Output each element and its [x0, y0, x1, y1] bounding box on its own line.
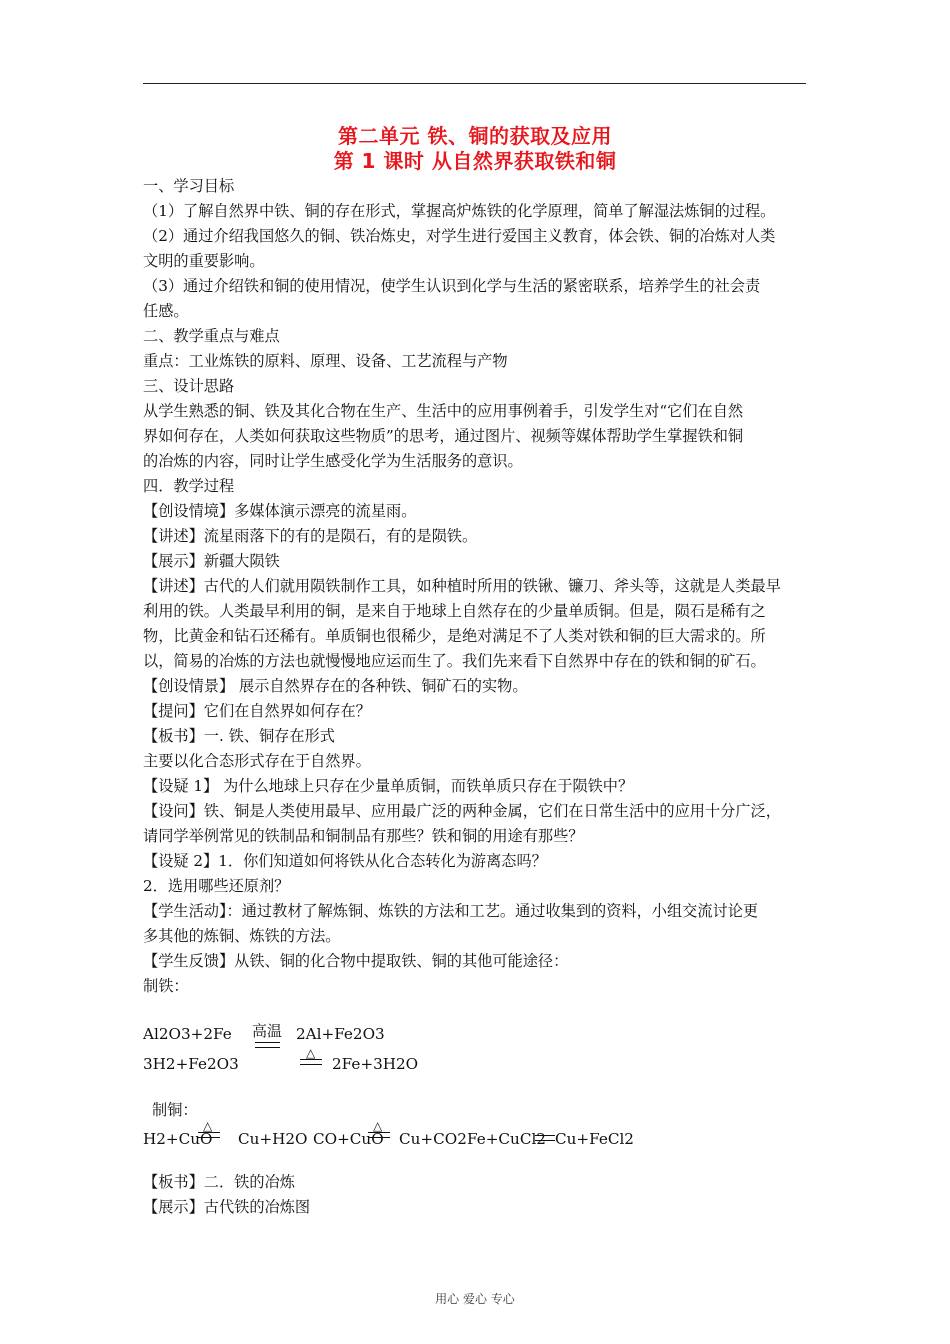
cu-eq3-products: Cu+FeCl2 — [555, 1130, 634, 1148]
body-line: 利用的铁。人类最早利用的铜，是来自于地球上自然存在的少量单质铜。但是，陨石是稀有之 — [143, 602, 766, 620]
body-line: （1）了解自然界中铁、铜的存在形式，掌握高炉炼铁的化学原理，简单了解湿法炼铜的过程。 — [143, 202, 776, 220]
body-line: 【设疑 2】1．你们知道如何将铁从化合态转化为游离态吗？ — [143, 852, 547, 870]
cu-eq2-products: Cu+CO2 — [399, 1130, 467, 1148]
iron-eq1-equals-sign — [255, 1042, 280, 1048]
body-line: 物，比黄金和钻石还稀有。单质铜也很稀少，是绝对满足不了人类对铁和铜的巨大需求的。所 — [143, 627, 766, 645]
body-line: 【提问】它们在自然界如何存在？ — [143, 702, 371, 720]
copper-label: 制铜： — [152, 1101, 198, 1119]
body-line: 【板书】二．铁的冶炼 — [143, 1173, 295, 1191]
body-line: 任感。 — [143, 302, 189, 320]
iron-eq1-condition: 高温 — [252, 1022, 283, 1040]
iron-eq2-equals-sign — [300, 1059, 322, 1065]
document-body — [143, 174, 811, 999]
iron-eq2-reactants: 3H2+Fe2O3 — [143, 1055, 239, 1073]
cu-eq2-heat-symbol: △ — [373, 1119, 383, 1133]
body-line: 【设疑 1】 为什么地球上只存在少量单质铜，而铁单质只存在于陨铁中？ — [143, 777, 634, 795]
iron-eq2-products: 2Fe+3H2O — [332, 1055, 419, 1073]
body-line: （2）通过介绍我国悠久的铜、铁冶炼史，对学生进行爱国主义教育，体会铁、铜的冶炼对人类 — [143, 227, 776, 245]
body-line: 一、学习目标 — [143, 177, 235, 195]
cu-eq1-equals-sign — [198, 1132, 220, 1138]
body-line: 【设问】铁、铜是人类使用最早、应用最广泛的两种金属，它们在日常生活中的应用十分广泛， — [143, 802, 781, 820]
body-line: 界如何存在，人类如何获取这些物质”的思考，通过图片、视频等媒体帮助学生掌握铁和铜 — [143, 427, 744, 445]
cu-eq3-reactants: Fe+CuCl2 — [467, 1130, 546, 1148]
document-body-continued — [143, 1170, 811, 1220]
body-line: 【创设情景】 展示自然界存在的各种铁、铜矿石的实物。 — [143, 677, 528, 695]
body-line: 主要以化合态形式存在于自然界。 — [143, 752, 371, 770]
body-line: 多其他的炼铜、炼铁的方法。 — [143, 927, 341, 945]
body-line: 制铁： — [143, 977, 189, 995]
body-line: 【讲述】古代的人们就用陨铁制作工具，如种植时所用的铁锹、镰刀、斧头等，这就是人类最早 — [143, 577, 781, 595]
iron-eq1-products: 2Al+Fe2O3 — [296, 1025, 385, 1043]
iron-eq1-reactants: Al2O3+2Fe — [143, 1025, 232, 1043]
body-line: 2．选用哪些还原剂？ — [143, 877, 290, 895]
page-footer: 用心 爱心 专心 — [435, 1292, 515, 1306]
body-line: 二、教学重点与难点 — [143, 327, 280, 345]
cu-eq2-equals-sign — [368, 1132, 390, 1138]
lesson-title: 第 1 课时 从自然界获取铁和铜 — [333, 149, 617, 173]
cu-eq1-reactants: H2+CuO — [143, 1130, 213, 1148]
body-line: 四．教学过程 — [143, 477, 235, 495]
unit-title: 第二单元 铁、铜的获取及应用 — [338, 124, 612, 148]
body-line: 重点：工业炼铁的原料、原理、设备、工艺流程与产物 — [143, 352, 508, 370]
body-line: 【学生反馈】从铁、铜的化合物中提取铁、铜的其他可能途径： — [143, 952, 569, 970]
iron-eq2-heat-symbol: △ — [306, 1046, 316, 1060]
body-line: 从学生熟悉的铜、铁及其化合物在生产、生活中的应用事例着手，引发学生对“它们在自然 — [143, 402, 744, 420]
body-line: 的冶炼的内容，同时让学生感受化学为生活服务的意识。 — [143, 452, 523, 470]
cu-eq2-reactants: CO+CuO — [313, 1130, 384, 1148]
header-rule — [143, 83, 806, 84]
body-line: （3）通过介绍铁和铜的使用情况，使学生认识到化学与生活的紧密联系，培养学生的社会责 — [143, 277, 761, 295]
body-line: 【讲述】流星雨落下的有的是陨石，有的是陨铁。 — [143, 527, 478, 545]
body-line: 文明的重要影响。 — [143, 252, 265, 270]
cu-eq1-products: Cu+H2O — [238, 1130, 308, 1148]
body-line: 【展示】古代铁的冶炼图 — [143, 1198, 311, 1216]
cu-eq1-heat-symbol: △ — [203, 1119, 213, 1133]
body-line: 【创设情境】多媒体演示漂亮的流星雨。 — [143, 502, 417, 520]
body-line: 【学生活动】：通过教材了解炼铜、炼铁的方法和工艺。通过收集到的资料，小组交流讨论更 — [143, 902, 759, 920]
cu-eq3-equals-sign — [535, 1135, 555, 1141]
body-line: 请同学举例常见的铁制品和铜制品有那些？铁和铜的用途有那些？ — [143, 827, 584, 845]
body-line: 以，简易的冶炼的方法也就慢慢地应运而生了。我们先来看下自然界中存在的铁和铜的矿石。 — [143, 652, 766, 670]
body-line: 三、设计思路 — [143, 377, 235, 395]
body-line: 【展示】新疆大陨铁 — [143, 552, 280, 570]
body-line: 【板书】一. 铁、铜存在形式 — [143, 727, 335, 745]
